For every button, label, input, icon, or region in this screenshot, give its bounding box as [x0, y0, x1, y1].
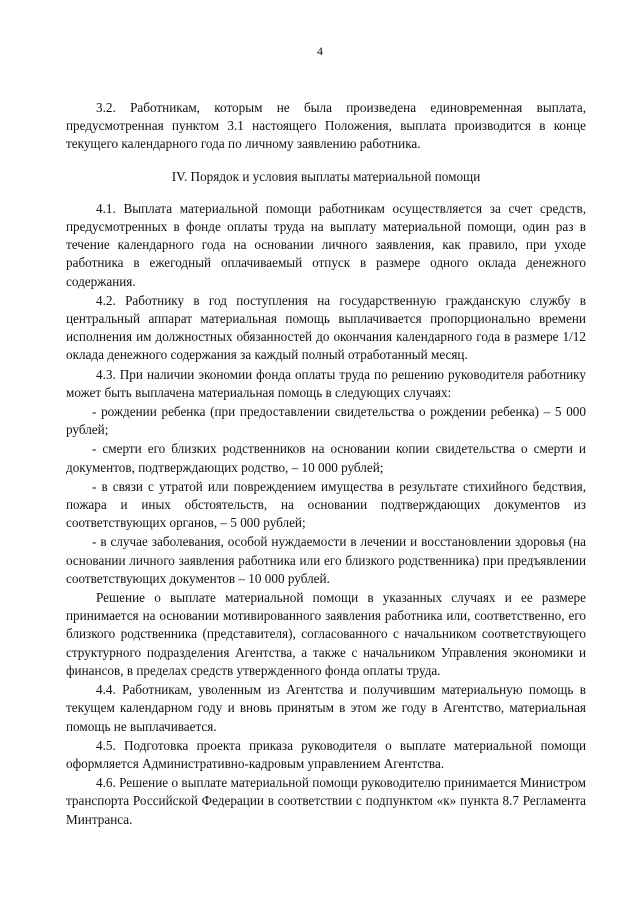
list-item-disaster: - в связи с утратой или повреждением имущества в результате стихийного бедствия, пожара и иных обстоятельств, на основании подтверждающих документов из соответствующих органов, – 5 000 рублей; [66, 478, 586, 531]
document-body [66, 99, 586, 830]
list-item-illness: - в случае заболевания, особой нуждаемости в лечении и восстановлении здоровья (на основании личного заявления работника или его близкого родственника) при предъявлении соответствующих документов – 10 000 рублей. [66, 534, 586, 586]
list-item-death: - смерти его близких родственников на основании копии свидетельства о смерти и документов, подтверждающих родство, – 10 000 рублей; [66, 441, 586, 475]
paragraph-4-3: 4.3. При наличии экономии фонда оплаты труда по решению руководителя работнику может быть выплачена материальная помощь в следующих случаях: [66, 366, 586, 400]
paragraph-4-4: 4.4. Работникам, уволенным из Агентства и получившим материальную помощь в текущем календарном году и вновь принятым в этом же году в Агентство, материальная помощь не выплачивается. [66, 682, 586, 734]
paragraph-3-2: 3.2. Работникам, которым не была произведена единовременная выплата, предусмотренная пунктом 3.1 настоящего Положения, выплата производится в конце текущего календарного года по личному заявлению работника. [66, 100, 586, 152]
paragraph-4-6: 4.6. Решение о выплате материальной помощи руководителю принимается Министром транспорта Российской Федерации в соответствии с подпунктом «к» пункта 8.7 Регламента Минтранса. [66, 775, 586, 827]
page-number: 4 [317, 44, 323, 58]
paragraph-decision: Решение о выплате материальной помощи в указанных случаях и ее размере принимается на основании мотивированного заявления работника или, соответственно, его близкого родственника (представителя), согласованного с начальником соответствующего структурного подразделения Агентства, а также с начальником Управления экономики и финансов, в пределах средств утвержденного фонда оплаты труда. [66, 590, 586, 678]
paragraph-4-2: 4.2. Работнику в год поступления на государственную гражданскую службу в центральный аппарат материальная помощь выплачивается пропорционально времени исполнения им должностных обязанностей до окончания календарного года в размере 1/12 оклада денежного содержания за каждый полный отработанный месяц. [66, 292, 586, 363]
paragraph-4-1: 4.1. Выплата материальной помощи работникам осуществляется за счет средств, предусмотренных в фонде оплаты труда на выплату материальной помощи, один раз в течение календарного года на основании личного заявления, как правило, при уходе работника в ежегодный оплачиваемый отпуск в размере одного оклада денежного содержания. [66, 200, 586, 289]
paragraph-4-5: 4.5. Подготовка проекта приказа руководителя о выплате материальной помощи оформляется Административно-кадровым управлением Агентства. [66, 737, 586, 771]
section-heading: IV. Порядок и условия выплаты материальной помощи [171, 168, 481, 184]
list-item-birth: - рождении ребенка (при предоставлении свидетельства о рождении ребенка) – 5 000 рублей; [66, 404, 586, 438]
